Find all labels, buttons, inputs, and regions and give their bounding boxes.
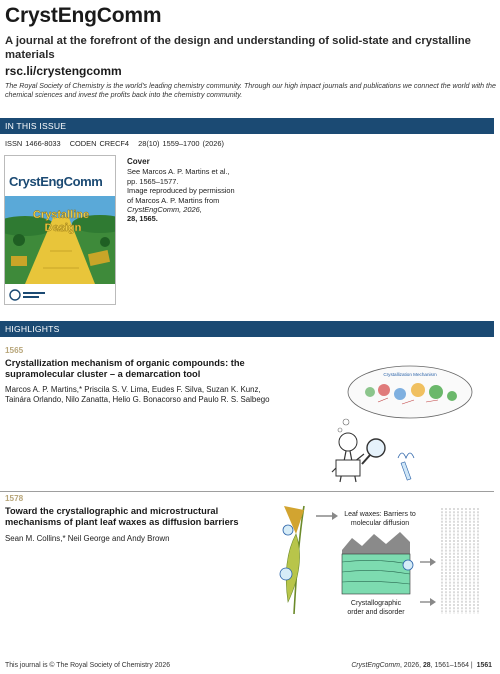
cover-title-art bbox=[5, 200, 116, 240]
cover-caption-line: 28, 1565. bbox=[127, 214, 158, 224]
journal-title: CrystEngComm bbox=[5, 4, 162, 27]
article-title[interactable]: Toward the crystallographic and microstructural mechanisms of plant leaf waxes as diffusion barriers bbox=[5, 506, 239, 528]
cover-caption-line: See Marcos A. P. Martins et al., bbox=[127, 167, 230, 177]
footer-year: , 2026, bbox=[399, 662, 423, 669]
cover-caption-line: pp. 1565–1577. bbox=[127, 176, 179, 186]
cover-title-line2: Design bbox=[44, 222, 82, 234]
cover-title-line1: Crystalline bbox=[32, 209, 90, 221]
rsc-blurb: The Royal Society of Chemistry is the world's leading chemistry community. Through our high impact journals and publications we connect the world with the chemical sciences and invest the profits back into the chemistry community. bbox=[5, 82, 496, 100]
journal-url[interactable]: rsc.li/crystengcomm bbox=[5, 64, 122, 78]
article-separator bbox=[0, 491, 494, 492]
article-page-number[interactable]: 1578 bbox=[5, 494, 24, 503]
cover-caption-line: of Marcos A. P. Martins from bbox=[127, 195, 220, 205]
cover-caption-line: Image reproduced by permission bbox=[127, 186, 235, 196]
journal-tagline: A journal at the forefront of the design and understanding of solid-state and crystalline materials bbox=[5, 35, 471, 61]
footer-journal: CrystEngComm bbox=[351, 662, 400, 669]
article-2-graphic bbox=[276, 502, 488, 622]
cover-caption-title: Cover bbox=[127, 157, 150, 166]
article-1-graphic bbox=[318, 362, 478, 487]
article-2-graphic-label: order and disorder bbox=[347, 609, 405, 616]
cover-caption bbox=[127, 157, 237, 224]
article-1-graphic-label: Crystallization Mechanism bbox=[383, 372, 437, 377]
footer-separator: | bbox=[470, 662, 473, 669]
footer-volume: 28 bbox=[422, 662, 431, 669]
rsc-logo-icon bbox=[9, 288, 49, 302]
section-bar-highlights: HIGHLIGHTS bbox=[0, 321, 494, 337]
issn-line bbox=[5, 139, 230, 148]
issn: ISSN 1466-8033 bbox=[5, 139, 61, 148]
article-page-number[interactable]: 1565 bbox=[5, 346, 24, 355]
article-authors: Marcos A. P. Martins,* Priscila S. V. Lima, Eudes F. Silva, Suzan K. Kunz, Tainára Orlando, Nilo Zanatta, Helio G. Bonacorso and Paulo R. S. Salbego bbox=[5, 385, 270, 405]
cover-image[interactable] bbox=[4, 155, 116, 305]
article-2-graphic-label: Crystallographic bbox=[350, 600, 402, 607]
footer-citation bbox=[351, 662, 492, 669]
cover-caption-line: CrystEngComm, 2026, bbox=[127, 205, 202, 215]
footer-copyright: This journal is © The Royal Society of Chemistry 2026 bbox=[5, 662, 171, 669]
article-2-graphic-label: Leaf waxes: Barriers to bbox=[344, 511, 416, 518]
article-title[interactable]: Crystallization mechanism of organic compounds: the supramolecular cluster – a demarcation tool bbox=[5, 358, 245, 380]
footer-pages: , 1561–1564 bbox=[430, 662, 469, 669]
coden: CODEN CRECF4 bbox=[69, 139, 130, 148]
section-bar-in-this-issue: IN THIS ISSUE bbox=[0, 118, 494, 134]
footer-page-number: 1561 bbox=[476, 662, 492, 669]
cover-journal-name: CrystEngComm bbox=[9, 174, 103, 189]
volume-info: 28(10) 1559–1700 (2026) bbox=[138, 139, 224, 148]
article-authors: Sean M. Collins,* Neil George and Andy Brown bbox=[5, 534, 170, 543]
article-2-graphic-label: molecular diffusion bbox=[350, 520, 410, 527]
